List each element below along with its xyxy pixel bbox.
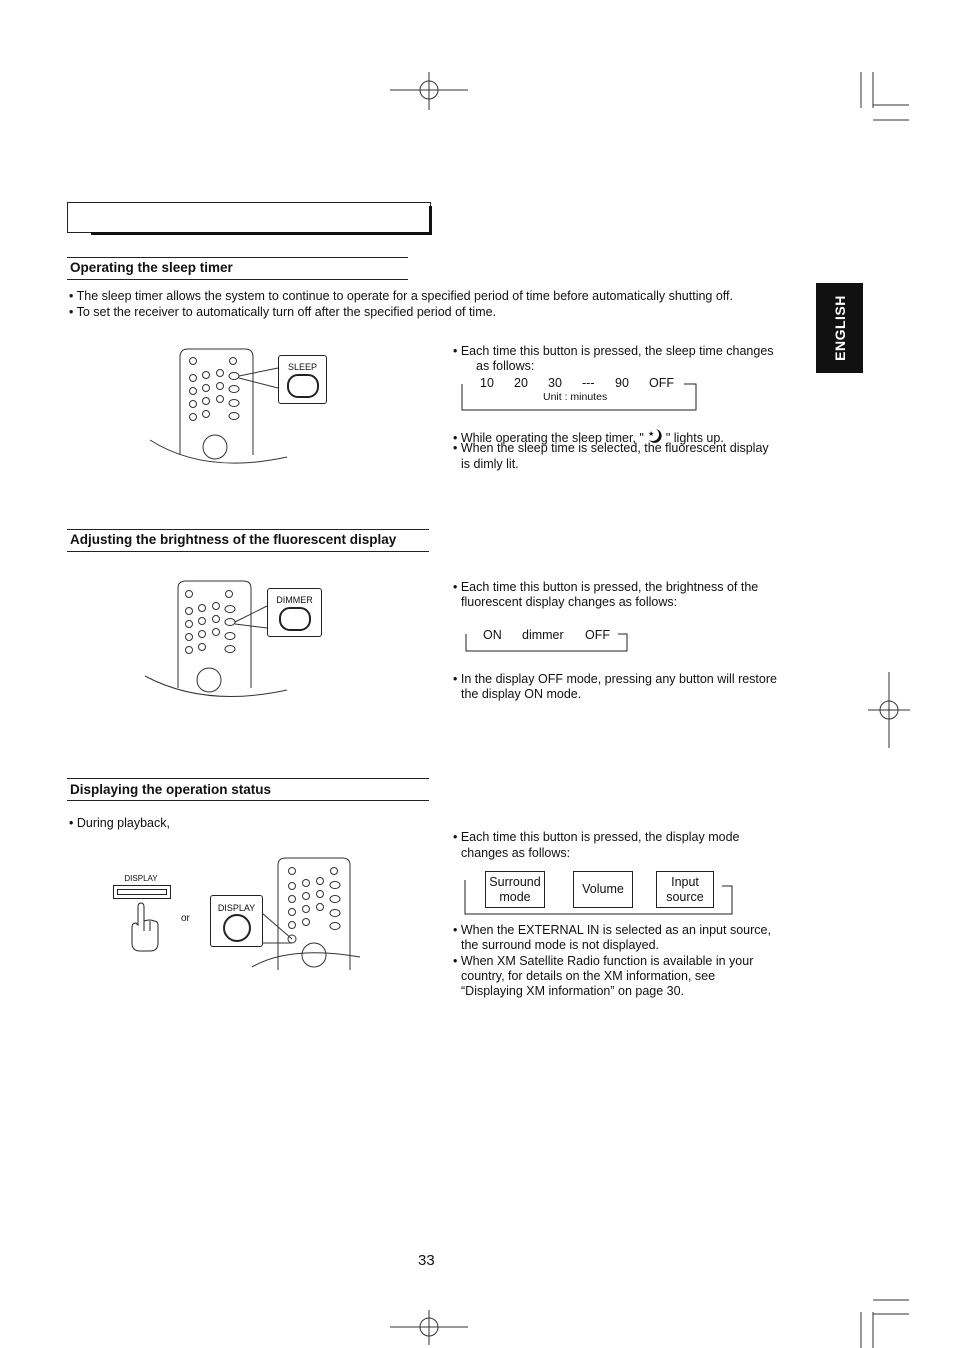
display-note-2b: country, for details on the XM information, see bbox=[461, 969, 716, 983]
remote-display-button[interactable] bbox=[223, 914, 251, 942]
sleep-seq-2: 20 bbox=[514, 376, 528, 390]
sleep-note-2a: • When the sleep time is selected, the fluorescent display bbox=[453, 441, 769, 455]
sleep-callout-label: SLEEP bbox=[287, 362, 318, 372]
display-heading: Displaying the operation status bbox=[70, 782, 272, 797]
sleep-seq-5: 90 bbox=[615, 376, 629, 390]
display-step-1a: • Each time this button is pressed, the display mode bbox=[453, 830, 740, 844]
display-callout-label: DISPLAY bbox=[217, 903, 256, 913]
section-title-shadow bbox=[91, 232, 432, 235]
dimmer-step-1a: • Each time this button is pressed, the brightness of the bbox=[453, 580, 759, 594]
display-note-2c: “Displaying XM information” on page 30. bbox=[461, 984, 685, 998]
sleep-seq-3: 30 bbox=[548, 376, 562, 390]
sleep-seq-6: OFF bbox=[649, 376, 674, 390]
sleep-intro-2: • To set the receiver to automatically turn off after the specified period of time. bbox=[69, 305, 497, 319]
display-note-1b: the surround mode is not displayed. bbox=[461, 938, 660, 952]
display-during: • During playback, bbox=[69, 816, 170, 830]
section-title-box bbox=[67, 202, 431, 233]
display-note-2a: • When XM Satellite Radio function is available in your bbox=[453, 954, 754, 968]
dimmer-note-1b: the display ON mode. bbox=[461, 687, 582, 701]
remote-illustration-display bbox=[250, 855, 370, 975]
sleep-seq-4: --- bbox=[582, 376, 595, 390]
divider bbox=[67, 529, 429, 530]
language-tab bbox=[816, 283, 863, 373]
or-label: or bbox=[181, 913, 190, 924]
divider bbox=[67, 279, 408, 280]
panel-display-button[interactable] bbox=[113, 885, 171, 899]
dimmer-seq-3: OFF bbox=[585, 628, 610, 642]
sleep-unit: Unit : minutes bbox=[543, 391, 608, 403]
dimmer-seq-2: dimmer bbox=[522, 628, 564, 642]
mode-volume-line1: Volume bbox=[582, 882, 624, 896]
sleep-note-1a: • While operating the sleep timer, " bbox=[453, 431, 644, 445]
dimmer-seq-1: ON bbox=[483, 628, 502, 642]
mode-surround-line2: mode bbox=[499, 889, 531, 904]
display-step-1b: changes as follows: bbox=[461, 846, 571, 860]
page-number: 33 bbox=[418, 1252, 435, 1269]
mode-box-surround bbox=[485, 871, 545, 908]
dimmer-button[interactable] bbox=[279, 607, 311, 631]
sleep-seq-1: 10 bbox=[480, 376, 494, 390]
sleep-callout bbox=[278, 355, 327, 404]
dimmer-heading: Adjusting the brightness of the fluorescent display bbox=[70, 532, 397, 547]
mode-input-line2: source bbox=[666, 889, 704, 904]
sleep-note-2b: is dimly lit. bbox=[461, 457, 519, 471]
dimmer-callout bbox=[267, 588, 322, 637]
sleep-heading: Operating the sleep timer bbox=[70, 260, 233, 275]
divider bbox=[67, 257, 408, 258]
pressing-hand-icon bbox=[128, 903, 168, 953]
sleep-intro-1: • The sleep timer allows the system to continue to operate for a specified period of time before automatically shutting off. bbox=[69, 289, 733, 303]
dimmer-note-1a: • In the display OFF mode, pressing any button will restore bbox=[453, 672, 777, 686]
panel-display-label: DISPLAY bbox=[124, 874, 158, 883]
mode-input-line1: Input bbox=[671, 874, 699, 889]
divider bbox=[67, 778, 429, 779]
divider bbox=[67, 551, 429, 552]
sleep-step-1b: as follows: bbox=[476, 359, 535, 373]
display-note-1a: • When the EXTERNAL IN is selected as an input source, bbox=[453, 923, 771, 937]
sleep-note-1b: " lights up. bbox=[665, 431, 724, 445]
dimmer-callout-label: DIMMER bbox=[276, 595, 313, 605]
dimmer-step-1b: fluorescent display changes as follows: bbox=[461, 595, 678, 609]
section-title-shadow-side bbox=[429, 206, 432, 235]
divider bbox=[67, 800, 429, 801]
mode-box-volume bbox=[573, 871, 633, 908]
sleep-step-1a: • Each time this button is pressed, the sleep time changes bbox=[453, 344, 774, 358]
mode-surround-line1: Surround bbox=[489, 874, 541, 889]
mode-box-input bbox=[656, 871, 714, 908]
language-tab-label: ENGLISH bbox=[831, 295, 848, 361]
sleep-button[interactable] bbox=[287, 374, 319, 398]
svg-text:★: ★ bbox=[647, 430, 655, 438]
